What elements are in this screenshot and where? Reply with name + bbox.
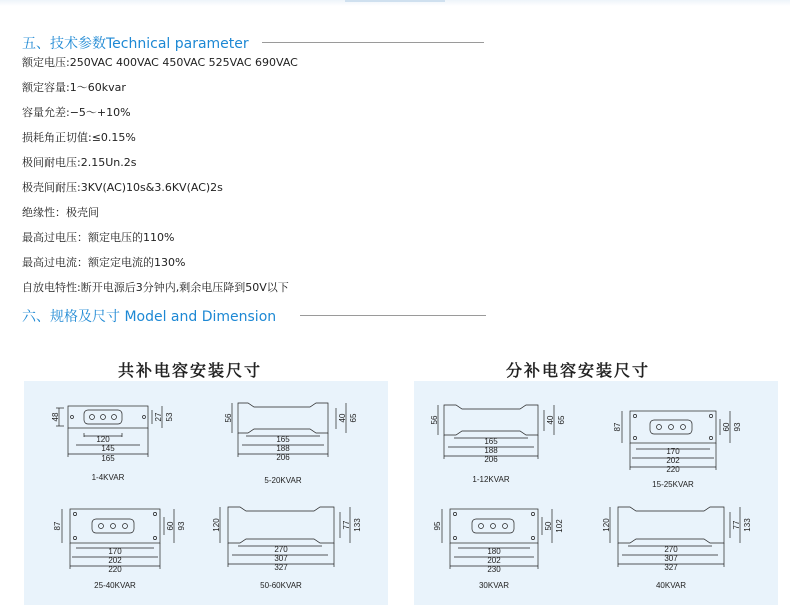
param-max-overvoltage: 最高过电压：额定电压的110% [22,231,175,244]
dim-h2: 102 [555,519,564,533]
dim-w2: 202 [666,456,680,465]
dim-w1: 120 [96,435,110,444]
dim-w1: 170 [666,447,680,456]
dim-h1: 40 [546,415,555,425]
dim-w3: 220 [666,465,680,474]
section-rule [300,315,486,316]
left-panel-title: 共补电容安装尺寸 [118,361,263,380]
top-center-mark [345,0,445,2]
caption-1-12kvar: 1-12KVAR [472,475,510,484]
dim-h-left: 120 [212,518,221,532]
dim-w3: 220 [108,565,122,574]
dim-w3: 327 [664,563,678,572]
caption-5-20kvar: 5-20KVAR [264,476,302,485]
dim-w1: 170 [108,547,122,556]
dim-h-left: 56 [430,415,439,425]
param-capacity-tolerance: 容量允差:−5～+10% [22,106,131,119]
dim-h1: 40 [338,413,347,423]
dim-h2: 133 [743,518,752,532]
dim-h1: 60 [166,521,175,531]
dim-w3: 230 [487,565,501,574]
caption-40kvar: 40KVAR [655,581,687,590]
param-self-discharge: 自放电特性:断开电源后3分钟内,剩余电压降到50V以下 [22,281,289,294]
dim-w3: 327 [274,563,288,572]
dim-h2: 133 [353,518,362,532]
caption-25-40kvar: 25-40KVAR [94,581,136,590]
dim-h-left: 95 [433,521,442,531]
caption-30kvar: 30KVAR [478,581,510,590]
right-dimension-panel [414,381,778,605]
dim-w2: 202 [487,556,501,565]
dim-w2: 145 [101,444,115,453]
dim-h-left: 87 [53,521,62,531]
dim-h1: 60 [722,422,731,432]
dim-h1: 50 [544,521,553,531]
dim-h2: 93 [177,521,186,531]
param-max-overcurrent: 最高过电流：额定定电流的130% [22,256,186,269]
section-rule [262,42,484,43]
param-pole-voltage: 极间耐电压:2.15Un.2s [22,156,137,169]
param-rated-capacity: 额定容量:1～60kvar [22,81,126,94]
caption-50-60kvar: 50-60KVAR [260,581,302,590]
dim-w3: 165 [101,454,115,463]
section-model-dimension-title: 六、规格及尺寸 Model and Dimension [22,309,277,325]
right-dimension-drawings [414,381,778,605]
caption-15-25kvar: 15-25KVAR [652,480,694,489]
dim-w3: 206 [276,453,290,462]
dim-h-left: 120 [602,518,611,532]
dim-h1: 77 [732,520,741,530]
dim-h1: 77 [342,520,351,530]
dim-w1: 270 [664,545,678,554]
dim-w1: 180 [487,547,501,556]
dim-h-left: 48 [51,412,60,422]
dim-h2: 65 [349,413,358,423]
dim-h2: 93 [733,422,742,432]
dim-h-left: 87 [613,422,622,432]
dim-w2: 202 [108,556,122,565]
dim-w2: 307 [664,554,678,563]
dim-h1: 27 [154,412,163,422]
param-shell-voltage: 极壳间耐压:3KV(AC)10s&3.6KV(AC)2s [22,181,223,194]
param-insulation: 绝缘性：极壳间 [22,206,99,219]
right-panel-title: 分补电容安装尺寸 [506,361,651,380]
dim-w1: 165 [276,435,290,444]
param-rated-voltage: 额定电压:250VAC 400VAC 450VAC 525VAC 690VAC [22,56,298,69]
dim-w1: 165 [484,437,498,446]
dim-h2: 53 [165,412,174,422]
dim-w2: 188 [276,444,290,453]
section-technical-parameter-title: 五、技术参数Technical parameter [22,36,249,52]
left-dimension-panel [24,381,388,605]
dim-h2: 65 [557,415,566,425]
caption-1-4kvar: 1-4KVAR [91,473,125,482]
dim-w2: 188 [484,446,498,455]
param-loss-tangent: 损耗角正切值:≤0.15% [22,131,136,144]
dim-w1: 270 [274,545,288,554]
dim-w2: 307 [274,554,288,563]
left-dimension-drawings [24,381,388,605]
dim-w3: 206 [484,455,498,464]
dim-h-left: 56 [224,413,233,423]
